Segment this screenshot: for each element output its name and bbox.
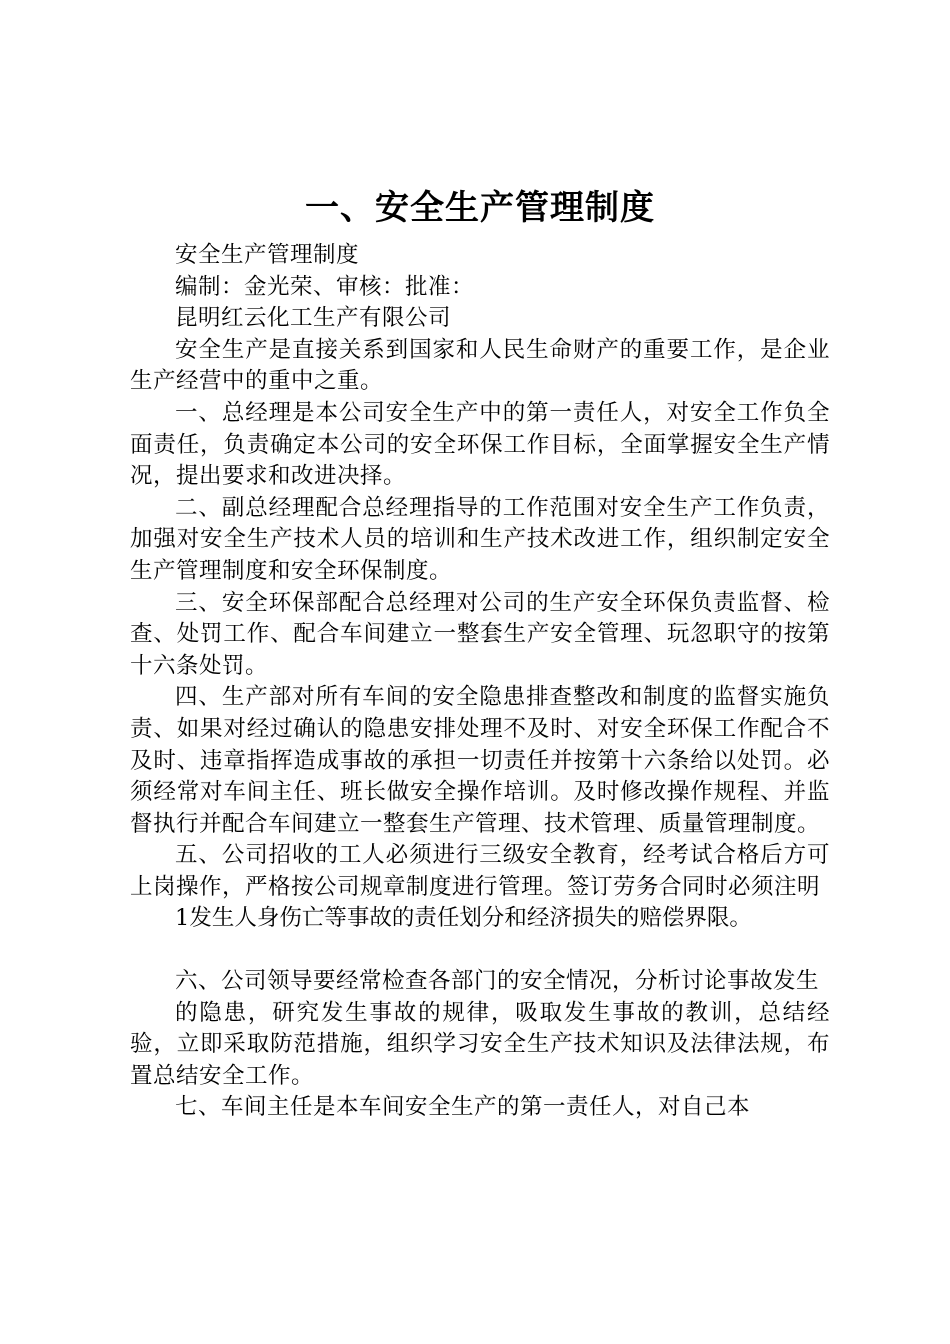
- paragraph-item-1: 一、总经理是本公司安全生产中的第一责任人，对安全工作负全面责任，负责确定本公司的安全环保工作目标，全面掌握安全生产情况，提出要求和改进决择。: [130, 399, 830, 490]
- paragraph-item-5-note: 1发生人身伤亡等事故的责任划分和经济损失的赔偿界限。: [175, 905, 752, 932]
- paragraph-item-7: 七、车间主任是本车间安全生产的第一责任人，对自己本: [175, 1094, 751, 1121]
- paragraph-item-6: 六、公司领导要经常检查各部门的安全情况，分析讨论事故发生: [175, 968, 820, 995]
- document-title: 一、安全生产管理制度: [305, 188, 655, 228]
- paragraph-item-2: 二、副总经理配合总经理指导的工作范围对安全生产工作负责，加强对安全生产技术人员的培训和生产技术改进工作，组织制定安全生产管理制度和安全环保制度。: [130, 494, 830, 584]
- paragraph-item-6-continued: 的隐患，研究发生事故的规律，吸取发生事故的教训，总结经验，立即采取防范措施，组织学习安全生产技术知识及法律法规，布置总结安全工作。: [130, 999, 830, 1089]
- paragraph-item-4: 四、生产部对所有车间的安全隐患排查整改和制度的监督实施负责、如果对经过确认的隐患安排处理不及时、对安全环保工作配合不及时、违章指挥造成事故的承担一切责任并按第十六条给以处罚。必须经常对车间主任、班长做安全操作培训。及时修改操作规程、并监督执行并配合车间建立一整套生产管理、技术管理、质量管理制度。: [130, 684, 830, 837]
- paragraph-item-5: 五、公司招收的工人必须进行三级安全教育，经考试合格后方可上岗操作，严格按公司规章制度进行管理。签订劳务合同时必须注明: [130, 842, 830, 900]
- document-page: [130, 180, 830, 1124]
- paragraph-item-3: 三、安全环保部配合总经理对公司的生产安全环保负责监督、检查、处罚工作、配合车间建立一整套生产安全管理、玩忽职守的按第十六条处罚。: [130, 589, 830, 679]
- paragraph-intro: 安全生产是直接关系到国家和人民生命财产的重要工作，是企业生产经营中的重中之重。: [130, 336, 830, 395]
- paragraph-company: 昆明红云化工生产有限公司: [175, 305, 452, 332]
- paragraph-authors: 编制：金光荣、审核：批准：: [175, 273, 475, 300]
- paragraph-subtitle: 安全生产管理制度: [175, 242, 360, 268]
